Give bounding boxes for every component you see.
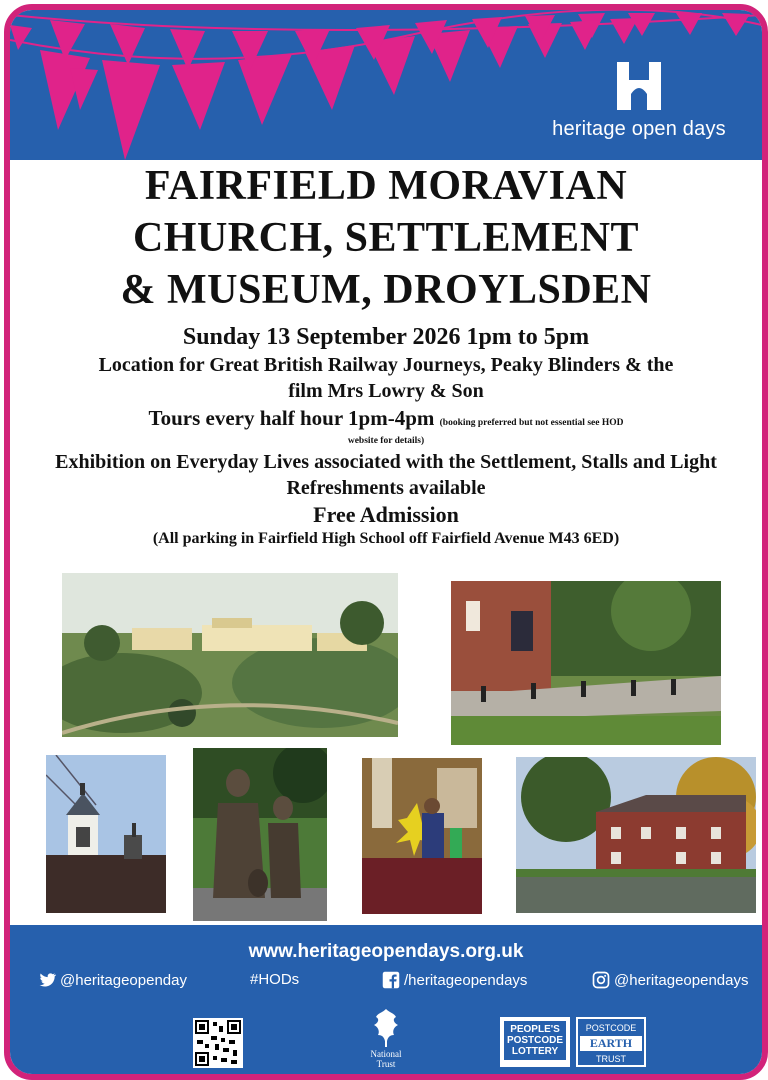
lottery-line-3: LOTTERY xyxy=(511,1046,559,1057)
website-link[interactable]: www.heritageopendays.org.uk xyxy=(248,941,524,962)
facebook-text: /heritageopendays xyxy=(404,971,528,989)
instagram-handle[interactable] xyxy=(592,971,749,989)
lottery-line-1: PEOPLE'S xyxy=(510,1024,560,1035)
earth-line-2: EARTH xyxy=(580,1036,642,1051)
tours-note-2: website for details) xyxy=(347,436,425,446)
hashtag-text: #HODs xyxy=(250,971,300,988)
logo-text: heritage open days xyxy=(552,118,726,140)
event-date: Sunday 13 September 2026 1pm to 5pm xyxy=(182,324,590,350)
title-line-3: & MUSEUM, DROYLSDEN xyxy=(120,267,652,313)
facebook-handle[interactable] xyxy=(382,971,527,989)
facebook-icon xyxy=(382,971,400,989)
title-line-1: FAIRFIELD MORAVIAN xyxy=(144,163,628,209)
twitter-icon xyxy=(38,971,56,989)
twitter-text: @heritageopenday xyxy=(60,971,187,989)
event-details xyxy=(30,322,742,549)
tours-info xyxy=(30,406,742,435)
twitter-handle[interactable] xyxy=(38,971,187,989)
nt-line-2: Trust xyxy=(376,1059,396,1069)
admission-info: Free Admission xyxy=(313,502,459,527)
cupola-photo xyxy=(46,755,166,913)
qr-code-icon[interactable] xyxy=(193,1018,243,1068)
nt-line-1: National xyxy=(370,1049,402,1059)
peoples-postcode-lottery-logo xyxy=(500,1017,570,1067)
parking-info: (All parking in Fairfield High School off Fairfield Avenue M43 6ED) xyxy=(152,530,620,547)
church-courtyard-photo xyxy=(451,581,721,745)
lottery-line-2: POSTCODE xyxy=(506,1035,564,1046)
oak-leaf-icon xyxy=(368,1007,404,1047)
national-trust-logo xyxy=(360,1007,412,1069)
tours-main: Tours every half hour 1pm-4pm xyxy=(148,406,435,430)
heritage-h-icon xyxy=(613,60,665,112)
church-interior-photo xyxy=(362,758,482,914)
hashtag xyxy=(250,971,299,988)
heritage-open-days-logo xyxy=(544,60,734,141)
statue-photo xyxy=(193,748,327,921)
title-line-2: CHURCH, SETTLEMENT xyxy=(132,215,640,261)
postcode-earth-trust-logo xyxy=(576,1017,646,1067)
tours-note: (booking preferred but not essential see HOD xyxy=(439,418,624,428)
instagram-text: @heritageopendays xyxy=(614,971,749,989)
poster-frame xyxy=(4,4,768,1080)
settlement-painting-photo xyxy=(62,573,398,737)
instagram-icon xyxy=(592,971,610,989)
brick-houses-photo xyxy=(516,757,756,913)
earth-line-1: POSTCODE xyxy=(585,1023,637,1033)
footer-band xyxy=(10,925,762,1074)
location-note: Location for Great British Railway Journeys, Peaky Blinders & the film Mrs Lowry & Son xyxy=(98,354,674,402)
exhibition-info: Exhibition on Everyday Lives associated with the Settlement, Stalls and Light Refreshments available xyxy=(55,451,717,499)
earth-line-3: TRUST xyxy=(596,1054,626,1064)
event-title xyxy=(50,160,722,316)
